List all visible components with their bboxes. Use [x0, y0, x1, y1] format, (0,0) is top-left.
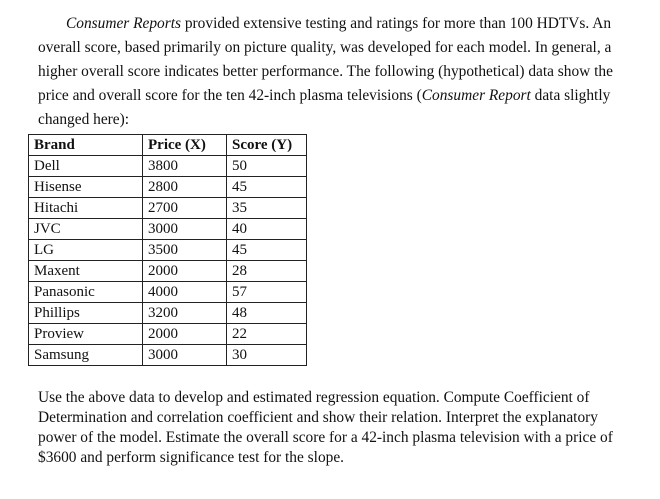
intro-line-4-start: price and overall score for the ten 42-inch plasma televisions (: [38, 87, 422, 104]
header-score: Score (Y): [227, 135, 307, 156]
table-row: [29, 240, 307, 261]
table-row: [29, 177, 307, 198]
consumer-reports-title: Consumer Reports: [66, 15, 182, 32]
cell-score: 30: [227, 345, 307, 366]
table-row: [29, 156, 307, 177]
cell-brand: JVC: [29, 219, 143, 240]
intro-line-1: [38, 12, 648, 36]
cell-brand: Proview: [29, 324, 143, 345]
cell-score: 45: [227, 240, 307, 261]
cell-score: 50: [227, 156, 307, 177]
cell-score: 48: [227, 303, 307, 324]
intro-paragraph: [38, 12, 648, 132]
cell-brand: Hitachi: [29, 198, 143, 219]
cell-price: 3000: [143, 219, 227, 240]
table-row: [29, 198, 307, 219]
cell-brand: LG: [29, 240, 143, 261]
table-row: [29, 282, 307, 303]
cell-price: 4000: [143, 282, 227, 303]
cell-brand: Panasonic: [29, 282, 143, 303]
header-price: Price (X): [143, 135, 227, 156]
cell-price: 2000: [143, 261, 227, 282]
question-line-4: $3600 and perform significance test for the slope.: [38, 449, 345, 466]
cell-brand: Maxent: [29, 261, 143, 282]
table-row: [29, 219, 307, 240]
table-row: [29, 324, 307, 345]
cell-score: 57: [227, 282, 307, 303]
cell-price: 2800: [143, 177, 227, 198]
cell-price: 3500: [143, 240, 227, 261]
question-line-1: Use the above data to develop and estimated regression equation. Compute Coefficient of: [38, 389, 590, 406]
cell-brand: Samsung: [29, 345, 143, 366]
cell-score: 22: [227, 324, 307, 345]
cell-price: 3200: [143, 303, 227, 324]
intro-line-5: changed here):: [38, 111, 130, 128]
table-row: [29, 345, 307, 366]
table-row: [29, 261, 307, 282]
cell-brand: Phillips: [29, 303, 143, 324]
table-row: [29, 303, 307, 324]
data-table: [28, 134, 307, 366]
cell-brand: Dell: [29, 156, 143, 177]
intro-line-1-text: provided extensive testing and ratings for more than 100 HDTVs. An: [181, 15, 612, 32]
intro-line-4-end: data slightly: [530, 87, 611, 104]
cell-score: 35: [227, 198, 307, 219]
question-line-2: Determination and correlation coefficient and show their relation. Interpret the explanatory: [38, 409, 598, 426]
cell-score: 45: [227, 177, 307, 198]
cell-price: 3800: [143, 156, 227, 177]
cell-score: 40: [227, 219, 307, 240]
cell-price: 2700: [143, 198, 227, 219]
question-line-3: power of the model. Estimate the overall score for a 42-inch plasma television with a price of: [38, 429, 613, 446]
question-paragraph: [38, 388, 650, 468]
cell-score: 28: [227, 261, 307, 282]
cell-brand: Hisense: [29, 177, 143, 198]
table-header-row: [29, 135, 307, 156]
intro-line-3: higher overall score indicates better performance. The following (hypothetical) data show the: [38, 63, 613, 80]
intro-line-4: [38, 84, 648, 108]
header-brand: Brand: [29, 135, 143, 156]
cell-price: 3000: [143, 345, 227, 366]
intro-line-2: overall score, based primarily on picture quality, was developed for each model. In general, a: [38, 39, 612, 56]
cell-price: 2000: [143, 324, 227, 345]
consumer-report-title: Consumer Report: [421, 87, 531, 104]
